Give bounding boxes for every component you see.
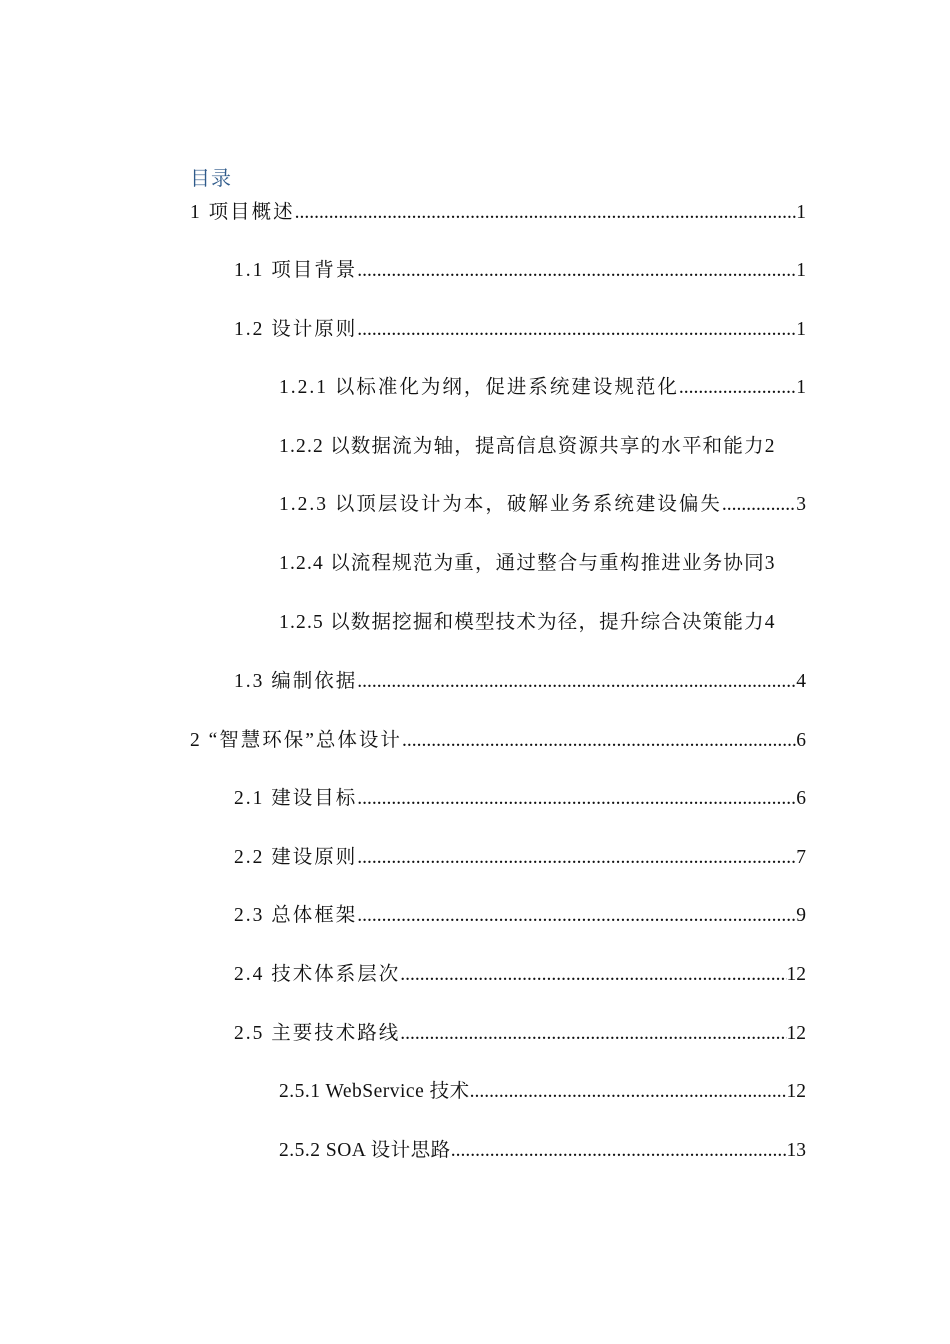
- toc-leader-dots: [400, 963, 786, 987]
- toc-entry-label: 1.2.5 以数据挖掘和模型技术为径，提升综合决策能力: [279, 612, 765, 633]
- toc-page-number: 4: [764, 612, 775, 633]
- toc-entry-label: 2.3 总体框架: [234, 905, 358, 926]
- toc-entry-label: 1.3 编制依据: [234, 671, 358, 692]
- toc-entry-1-1[interactable]: [234, 259, 806, 283]
- toc-page-number: 12: [786, 964, 806, 985]
- toc-leader-dots: [295, 201, 797, 225]
- toc-entry-label: 1.1 项目背景: [234, 260, 358, 281]
- toc-entry-label: 1.2.4 以流程规范为重，通过整合与重构推进业务协同: [279, 553, 765, 574]
- toc-page-number: 7: [796, 847, 806, 868]
- toc-entry-label: 1.2.2 以数据流为轴，提高信息资源共享的水平和能力: [279, 436, 765, 457]
- toc-entry-label: 2.5.1 WebService 技术: [279, 1081, 470, 1102]
- toc-entry-label: 2.1 建设目标: [234, 788, 358, 809]
- toc-entry-1-2-2[interactable]: [279, 435, 806, 459]
- toc-page-number: 1: [796, 260, 806, 281]
- toc-entry-2-5-2[interactable]: [279, 1139, 806, 1163]
- toc-entry-1-3[interactable]: [234, 670, 806, 694]
- toc-entry-label: 2 “智慧环保”总体设计: [190, 730, 402, 751]
- toc-entry-label: 2.5 主要技术路线: [234, 1023, 401, 1044]
- toc-entry-2-5-1[interactable]: [279, 1080, 806, 1104]
- toc-page-number: 9: [796, 905, 806, 926]
- toc-leader-dots: [451, 1139, 787, 1163]
- toc-entry-2-4[interactable]: [234, 963, 806, 987]
- toc-page-number: 1: [796, 202, 806, 223]
- toc-leader-dots: [357, 904, 796, 928]
- toc-entry-label: 2.4 技术体系层次: [234, 964, 401, 985]
- toc-entry-1-2-3[interactable]: [279, 493, 806, 517]
- toc-leader-dots: [357, 318, 796, 342]
- toc-entry-1-2[interactable]: [234, 318, 806, 342]
- toc-page-number: 6: [796, 788, 806, 809]
- toc-page-number: 12: [786, 1081, 806, 1102]
- toc-leader-dots: [402, 729, 796, 753]
- toc-leader-dots: [679, 376, 796, 400]
- toc-entry-2-1[interactable]: [234, 787, 806, 811]
- toc-page-number: 12: [786, 1023, 806, 1044]
- toc-entry-label: 1 项目概述: [190, 202, 295, 223]
- toc-leader-dots: [357, 846, 796, 870]
- toc-page-number: 2: [764, 436, 775, 457]
- toc-leader-dots: [722, 493, 796, 517]
- toc-page-number: 13: [786, 1140, 806, 1161]
- toc-entry-label: 2.5.2 SOA 设计思路: [279, 1140, 451, 1161]
- toc-entry-label: 1.2 设计原则: [234, 319, 358, 340]
- toc-entry-2-5[interactable]: [234, 1022, 806, 1046]
- toc-leader-dots: [357, 787, 796, 811]
- toc-page-number: 6: [796, 730, 806, 751]
- toc-entry-1-2-4[interactable]: [279, 552, 806, 576]
- toc-leader-dots: [357, 670, 796, 694]
- toc-entry-1-2-5[interactable]: [279, 611, 806, 635]
- toc-entry-label: 1.2.1 以标准化为纲，促进系统建设规范化: [279, 377, 679, 398]
- toc-page-number: 4: [796, 671, 806, 692]
- toc-page-number: 3: [796, 494, 806, 515]
- toc-page-number: 3: [764, 553, 775, 574]
- toc-entry-label: 2.2 建设原则: [234, 847, 358, 868]
- toc-page-number: 1: [796, 319, 806, 340]
- toc-entry-1-2-1[interactable]: [279, 376, 806, 400]
- toc-entry-2[interactable]: [190, 729, 806, 753]
- toc-entry-2-2[interactable]: [234, 846, 806, 870]
- toc-page-number: 1: [796, 377, 806, 398]
- toc-leader-dots: [400, 1022, 786, 1046]
- toc-leader-dots: [470, 1080, 787, 1104]
- toc-heading: 目录: [190, 166, 232, 190]
- toc-entry-1[interactable]: [190, 201, 806, 225]
- toc-entry-label: 1.2.3 以顶层设计为本，破解业务系统建设偏失: [279, 494, 722, 515]
- toc-entry-2-3[interactable]: [234, 904, 806, 928]
- toc-leader-dots: [357, 259, 796, 283]
